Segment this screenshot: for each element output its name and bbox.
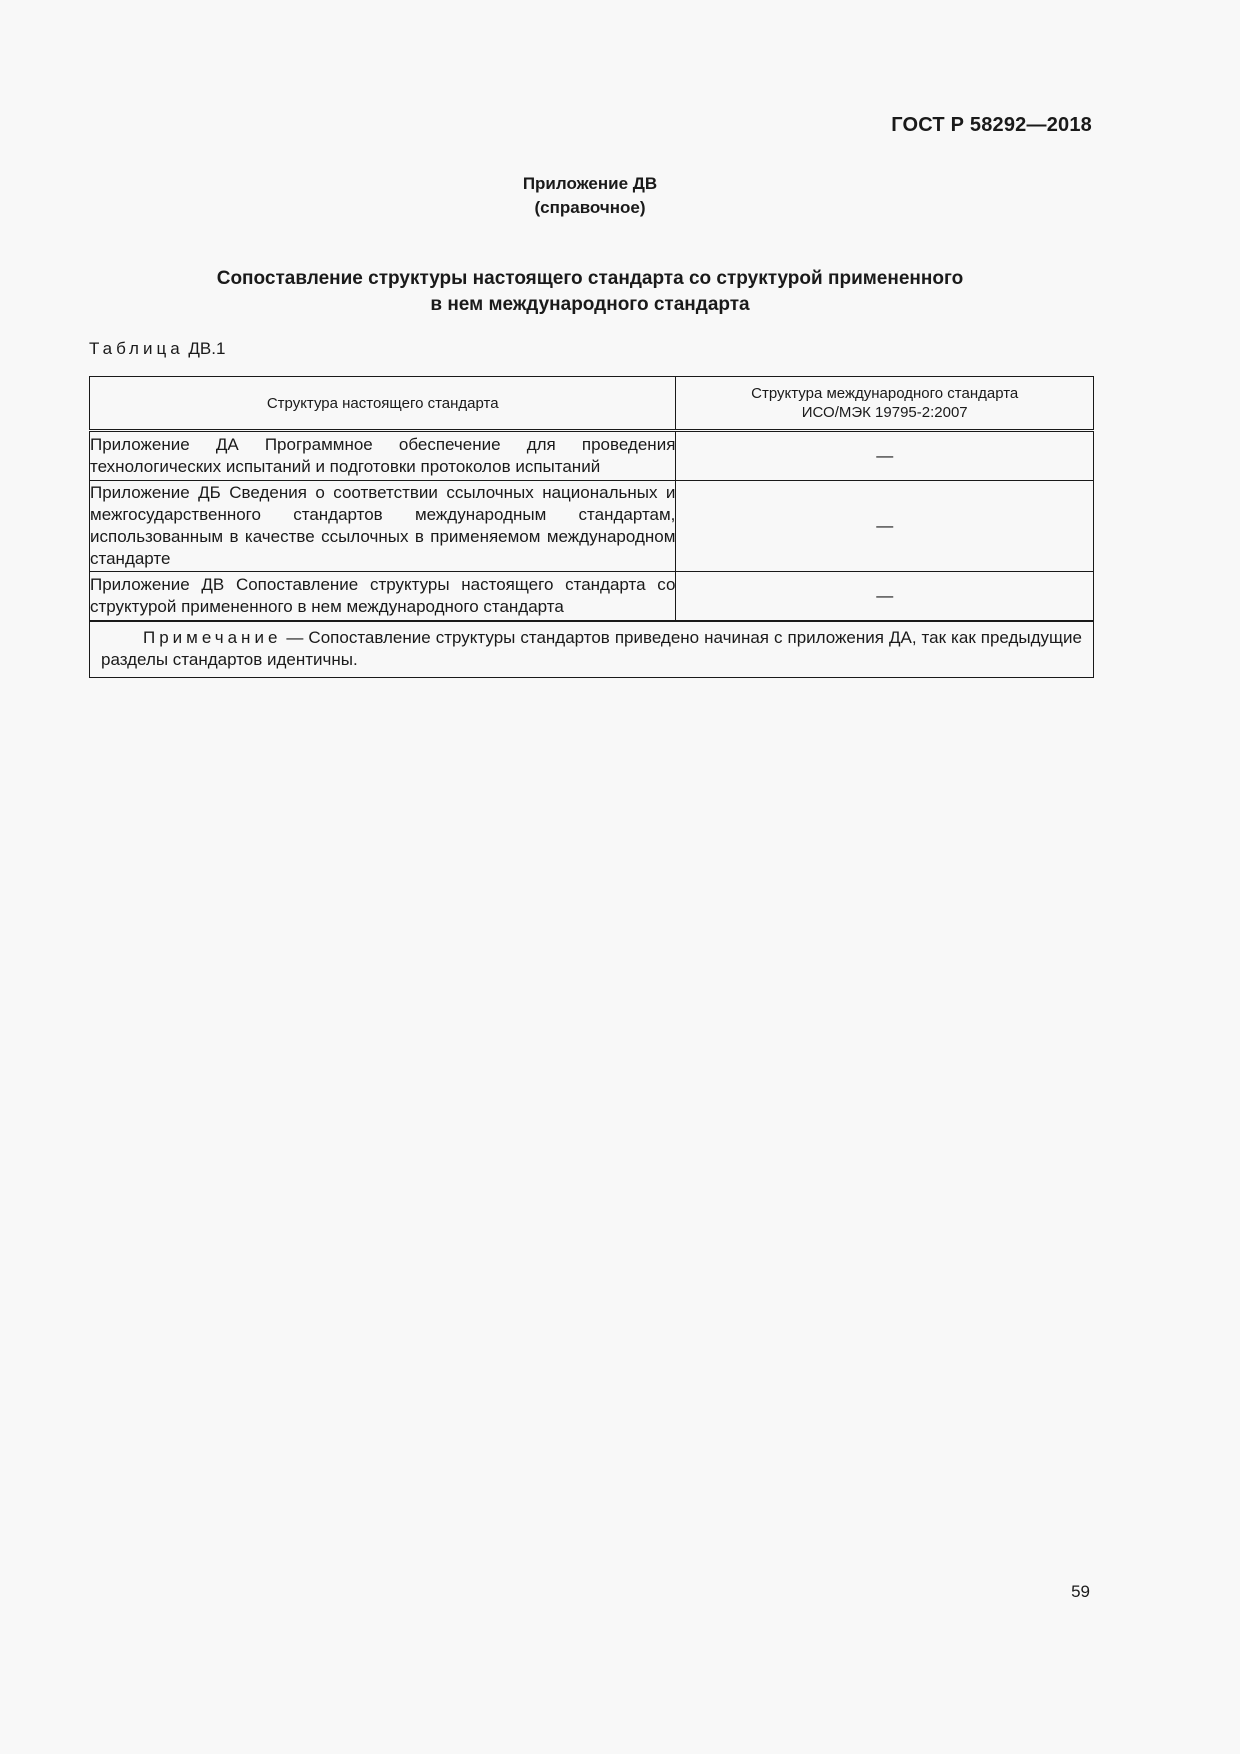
header-this-standard: Структура настоящего стандарта: [90, 377, 676, 431]
table-cell-this-standard: Приложение ДБ Сведения о соответствии ссылочных национальных и межгосударственного стандартов международным стандартам, использованным в качестве ссылочных в применяемом международном стандарте: [90, 481, 676, 572]
table-row: [90, 572, 1094, 622]
note-text: — Сопоставление структуры стандартов приведено начиная с приложения ДА, так как предыдущие разделы стандартов идентичны.: [101, 628, 1082, 669]
table-row: [90, 431, 1094, 481]
header-international-line-1: Структура международного стандарта: [751, 385, 1019, 402]
table-cell-international: —: [676, 431, 1094, 481]
table-cell-this-standard: Приложение ДВ Сопоставление структуры настоящего стандарта со структурой примененного в нем международного стандарта: [90, 572, 676, 622]
annex-title-line-2: в нем международного стандарта: [430, 294, 750, 315]
table-note: [90, 621, 1094, 678]
page-number: 59: [1071, 1582, 1090, 1601]
header-international-standard: [676, 377, 1094, 431]
document-code: ГОСТ Р 58292—2018: [891, 114, 1092, 136]
table-note-row: [90, 621, 1094, 678]
structure-comparison-table: [89, 376, 1094, 678]
annex-name: Приложение ДВ: [522, 174, 658, 193]
header-international-line-2: ИСО/МЭК 19795-2:2007: [801, 404, 968, 421]
table-row: [90, 481, 1094, 572]
table-cell-international: —: [676, 481, 1094, 572]
annex-heading: [0, 172, 1180, 220]
table-caption: [89, 339, 225, 359]
table-header-row: [90, 377, 1094, 431]
table-cell-international: —: [676, 572, 1094, 622]
annex-kind: (справочное): [534, 198, 646, 217]
annex-title: [0, 266, 1180, 318]
note-label: Примечание: [143, 628, 282, 647]
table-caption-number: ДВ.1: [188, 339, 226, 358]
table-caption-label: Таблица: [89, 339, 184, 358]
table-cell-this-standard: Приложение ДА Программное обеспечение для проведения технологических испытаний и подготовки протоколов испытаний: [90, 431, 676, 481]
annex-title-line-1: Сопоставление структуры настоящего стандарта со структурой примененного: [216, 268, 964, 289]
